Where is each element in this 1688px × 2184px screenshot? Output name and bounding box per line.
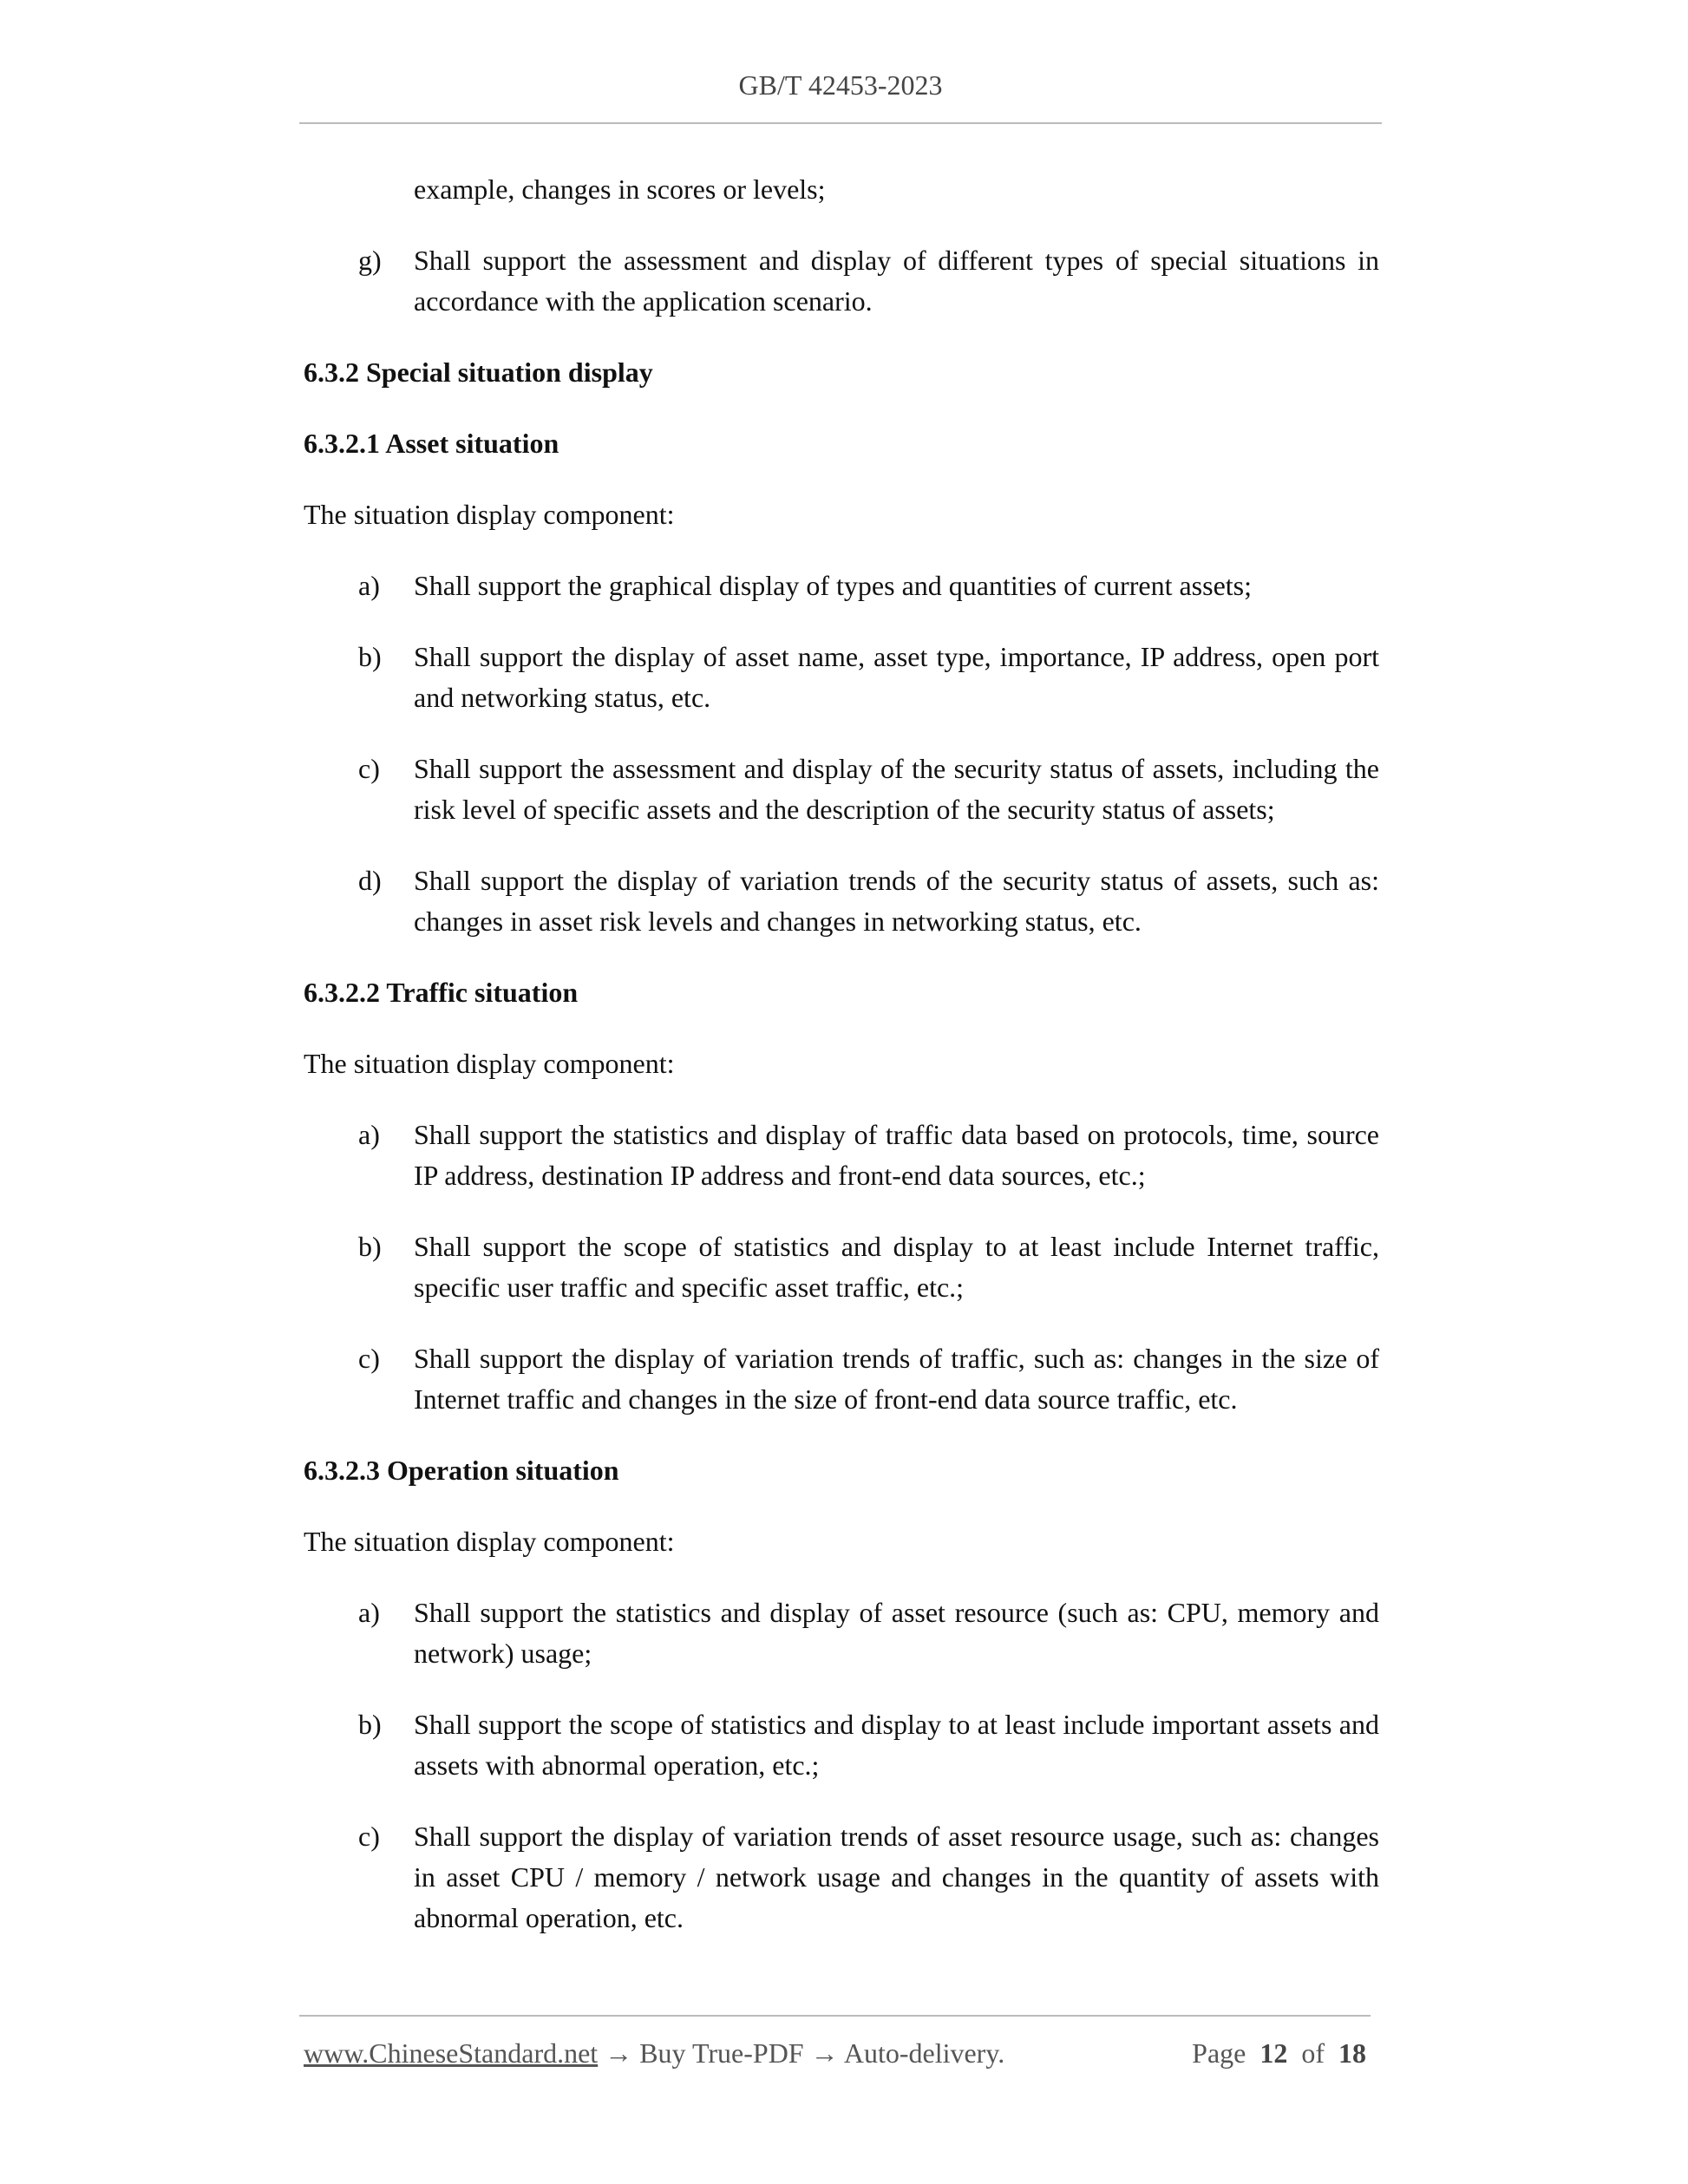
section-heading: 6.3.2 Special situation display [304,356,653,388]
list-item [304,1704,1379,1786]
of-label: of [1301,2037,1325,2069]
list-item-text: Shall support the scope of statistics and display to at least include important assets and assets with abnormal operation, etc.; [414,1709,1379,1781]
website-link[interactable]: www.ChineseStandard.net [304,2037,599,2069]
list-item-text: Shall support the assessment and display of different types of special situations in accordance with the application scenario. [414,245,1379,317]
list-marker: b) [358,1709,382,1740]
list-item [304,1338,1379,1420]
footer-divider [299,2015,1371,2017]
list-item [304,566,1379,606]
document-code-header: GB/T 42453-2023 [738,69,943,101]
list-item-text: Shall support the display of variation trends of the security status of assets, such as: changes in asset risk levels and changes in networking status, etc. [414,865,1379,937]
list-marker: b) [358,641,382,672]
list-item-text: Shall support the display of asset name, asset type, importance, IP address, open port and networking status, etc. [414,641,1379,713]
paragraph: The situation display component: [304,1048,675,1079]
list-marker: a) [358,570,380,601]
page-counter [1192,2034,1366,2072]
document-body [304,169,1379,1969]
list-item [304,1226,1379,1308]
list-item [304,860,1379,942]
list-item [304,1115,1379,1196]
list-item-text: Shall support the graphical display of types and quantities of current assets; [414,570,1252,601]
footer-promo [304,2034,1004,2072]
page-label: Page [1192,2037,1246,2069]
list-marker: b) [358,1231,382,1262]
section-heading: 6.3.2.2 Traffic situation [304,977,579,1008]
list-item-continuation: example, changes in scores or levels; [414,173,826,205]
list-marker: d) [358,865,382,896]
list-item-text: Shall support the statistics and display of traffic data based on protocols, time, source IP address, destination IP address and front-end data sources, etc.; [414,1119,1379,1191]
list-item-text: Shall support the assessment and display of the security status of assets, including the risk level of specific assets and the description of the security status of assets; [414,753,1379,825]
footer-promo-text: → Buy True-PDF → Auto-delivery. [598,2037,1005,2069]
list-marker: c) [358,1821,380,1852]
list-marker: c) [358,1343,380,1374]
list-marker: a) [358,1597,380,1628]
list-item-text: Shall support the display of variation trends of traffic, such as: changes in the size of Internet traffic and changes in the size of front-end data source traffic, etc. [414,1343,1379,1415]
list-marker: c) [358,753,380,784]
section-heading: 6.3.2.1 Asset situation [304,428,559,459]
list-item [304,240,1379,322]
total-pages-number: 18 [1338,2037,1366,2069]
list-marker: g) [358,245,382,276]
current-page-number: 12 [1259,2037,1288,2069]
list-item-text: Shall support the scope of statistics and display to at least include Internet traffic, specific user traffic and specific asset traffic, etc.; [414,1231,1379,1303]
list-marker: a) [358,1119,380,1150]
list-item-text: Shall support the display of variation trends of asset resource usage, such as: changes in asset CPU / memory / network usage and changes in the quantity of assets with abnormal operation, etc. [414,1821,1379,1933]
paragraph: The situation display component: [304,1526,675,1557]
list-item [304,749,1379,830]
list-item [304,1592,1379,1674]
list-item [304,637,1379,718]
header-divider [299,122,1382,124]
list-item-text: Shall support the statistics and display of asset resource (such as: CPU, memory and network) usage; [414,1597,1379,1669]
section-heading: 6.3.2.3 Operation situation [304,1455,619,1486]
paragraph: The situation display component: [304,499,675,530]
page-footer [304,2034,1371,2072]
list-item [304,1816,1379,1939]
